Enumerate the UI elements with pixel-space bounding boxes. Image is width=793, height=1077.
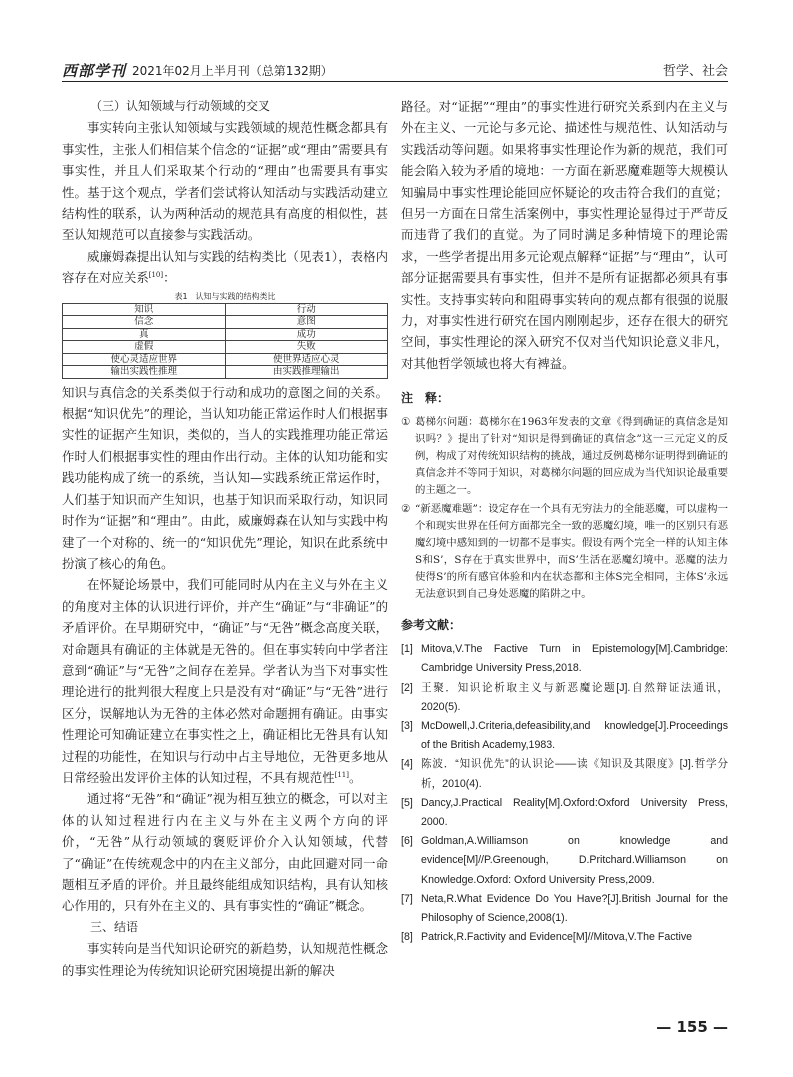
footnote-text: 葛梯尔问题：葛梯尔在1963年发表的文章《得到确证的真信念是知识吗？》提出了针对“知识是得到确证的真信念”这一三元定义的反例，构成了对传统知识结构的挑战，通过反例葛梯尔证明得到确证的真信念并不等同于知识，对葛梯尔问题的回应成为当代知识论最重要的主题之一。 xyxy=(415,415,728,496)
footnote xyxy=(401,414,728,499)
section-heading: 三、结语 xyxy=(90,919,139,934)
table-cell: 使心灵适应世界 xyxy=(63,353,226,366)
footnote-text: “新恶魔难题”：设定存在一个具有无穷法力的全能恶魔，可以虚构一个和现实世界在任何方面都完全一致的恶魔幻境，唯一的区别只有恶魔幻境中感知到的一切都不是事实。假设有两个完全一样的认知主体S和S’，S存在于真实世界中，而S’生活在恶魔幻境中。恶魔的法力使得S’的所有感官体验和内在状态都和主体S完全相同，主体S’永远无法意识到自己身处恶魔的陷阱之中。 xyxy=(415,502,728,600)
paragraph: 知识与真信念的关系类似于行动和成功的意图之间的关系。根据“知识优先”的理论，当认知功能正常运作时人们根据事实性的证据产生知识，类似的，当人的实践推理功能正常运作时人们根据事实性的理由作出行动。主体的认知功能和实践功能构成了统一的系统，当认知—实践系统正常运作时，人们基于知识而产生知识，也基于知识而采取行动，知识同时作为“证据”和“理由”。由此，威廉姆森在认知与实践中构建了一个对称的、统一的“知识优先”理论，知识在此系统中扮演了核心的角色。 xyxy=(62,384,388,571)
references-heading: 参考文献： xyxy=(401,617,462,632)
reference-item: [2] 王聚．知识论析取主义与新恶魔论题[J].自然辩证法通讯，2020(5). xyxy=(401,681,728,713)
paragraph: 通过将“无咎”和“确证”视为相互独立的概念，可以对主体的认知过程进行内在主义与外在主义两个方向的评价，“无咎”从行动领域的褒贬评价介入认知领域，代替了“确证”在传统观念中的内在主义部分，由此回避对同一命题相互矛盾的评价。并且最终能组成知识结构，具有认知核心作用的，只有外在主义的、具有事实性的“确证”概念。 xyxy=(62,791,388,914)
paragraph: 事实转向是当代知识论研究的新趋势，认知规范性概念的事实性理论为传统知识论研究困境提出新的解决 xyxy=(62,941,388,978)
table-row xyxy=(63,316,388,329)
reference-item: [3] McDowell,J.Criteria,defeasibility,and knowledge[J].Proceedings of the British Academy,1983. xyxy=(401,719,728,752)
header-cell: 行动 xyxy=(225,303,388,316)
citation[interactable]: [10] xyxy=(148,271,164,280)
table-cell: 由实践推理输出 xyxy=(225,366,388,379)
footnote xyxy=(401,501,728,603)
section-title: 哲学、社会 xyxy=(662,64,728,79)
reference-item: [8] Patrick,R.Factivity and Evidence[M]//Mitova,V.The Factive xyxy=(401,931,693,944)
reference-item: [6] Goldman,A.Williamson on knowledge and evidence[M]//P.Greenough, D.Pritchard.Williamson on Knowledge.Oxford: Oxford University Press,2009. xyxy=(401,835,728,886)
table-row xyxy=(63,353,388,366)
issue-info: 2021年02月上半月刊（总第132期） xyxy=(132,64,333,78)
notes-heading: 注 释： xyxy=(401,391,450,406)
header-cell: 知识 xyxy=(63,303,226,316)
paragraph: 威廉姆森提出认知与实践的结构类比（见表1），表格内容存在对应关系[10]： xyxy=(62,248,388,286)
table-row xyxy=(63,366,388,379)
citation[interactable]: [11] xyxy=(334,770,349,779)
left-column xyxy=(62,96,388,981)
paragraph: 在怀疑论场景中，我们可能同时从内在主义与外在主义的角度对主体的认识进行评价，并产生“确证”与“非确证”的矛盾评价。在早期研究中，“确证”与“无咎”概念高度关联，对命题具有确证的主体就是无咎的。但在事实转向中学者注意到“确证”与“无咎”之间存在差异。学者认为当下对事实性理论进行的批判很大程度上只是没有对“确证”与“无咎”进行区分，误解地认为无咎的主体必然对命题拥有确证。由事实性理论可知确证建立在事实性之上，确证相比无咎具有认知过程的功能性，在知识与行动中占主导地位，无咎更多地从日常经验出发评价主体的认知过程，不具有规范性[11]。 xyxy=(62,577,388,785)
paragraph: 路径。对“证据”“理由”的事实性进行研究关系到内在主义与外在主义、一元论与多元论、描述性与规范性、认知活动与实践活动等问题。如果将事实性理论作为新的规范，我们可能会陷入较为矛盾的境地：一方面在新恶魔难题等大规模认知骗局中事实性理论能回应怀疑论的攻击符合我们的直觉；但另一方面在日常生活案例中，事实性理论显得过于严苛反而违背了我们的直觉。为了同时满足多种情境下的理论需求，一些学者提出用多元论观点解释“证据”与“理由”，认可部分证据需要具有事实性，但并不是所有证据都必须具有事实性。支持事实转向和阻碍事实转向的观点都有很强的说服力，对事实性进行研究在国内刚刚起步，还存在很大的研究空间，事实性理论的深入研究不仅对当代知识论意义非凡，对其他哲学领域也将大有裨益。 xyxy=(401,99,728,371)
table-cell: 使世界适应心灵 xyxy=(225,353,388,366)
table-cell: 真 xyxy=(63,328,226,341)
table-caption: 表1 认知与实践的结构类比 xyxy=(174,291,276,301)
reference-item: [5] Dancy,J.Practical Reality[M].Oxford:Oxford University Press, 2000. xyxy=(401,796,728,828)
reference-item: [1] Mitova,V.The Factive Turn in Epistemology[M].Cambridge: Cambridge University Press,2018. xyxy=(401,643,728,675)
comparison-table xyxy=(62,303,388,379)
table-row xyxy=(63,328,388,341)
right-column xyxy=(401,96,728,947)
footnote-number: ① xyxy=(401,415,411,428)
table-1 xyxy=(62,291,388,379)
page-header xyxy=(62,60,728,82)
table-cell: 输出实践性推理 xyxy=(63,366,226,379)
table-header-row xyxy=(63,303,388,316)
table-row xyxy=(63,341,388,354)
table-cell: 失败 xyxy=(225,341,388,354)
reference-item: [4] 陈波．“知识优先”的认识论——读《知识及其限度》[J].哲学分析，2010(4). xyxy=(401,758,728,790)
footnote-number: ② xyxy=(401,502,411,515)
table-cell: 成功 xyxy=(225,328,388,341)
reference-item: [7] Neta,R.What Evidence Do You Have?[J].British Journal for the Philosophy of Science,2008(1). xyxy=(401,892,728,924)
paragraph: 事实转向主张认知领域与实践领域的规范性概念都具有事实性，主张人们相信某个信念的“证据”或“理由”需要具有事实性，并且人们采取某个行动的“理由”也需要具有事实性。基于这个观点，学者们尝试将认知活动与实践活动建立结构性的联系，认为两种活动的规范具有高度的相似性，甚至认知规范可以直接参与实践活动。 xyxy=(62,120,388,243)
journal-logo: 西部学刊 xyxy=(62,62,127,80)
table-cell: 虚假 xyxy=(63,341,226,354)
subsection-heading: （三）认知领域与行动领域的交叉 xyxy=(90,99,271,113)
table-cell: 信念 xyxy=(63,316,226,329)
page-number: — 155 — xyxy=(656,1018,728,1036)
table-cell: 意图 xyxy=(225,316,388,329)
